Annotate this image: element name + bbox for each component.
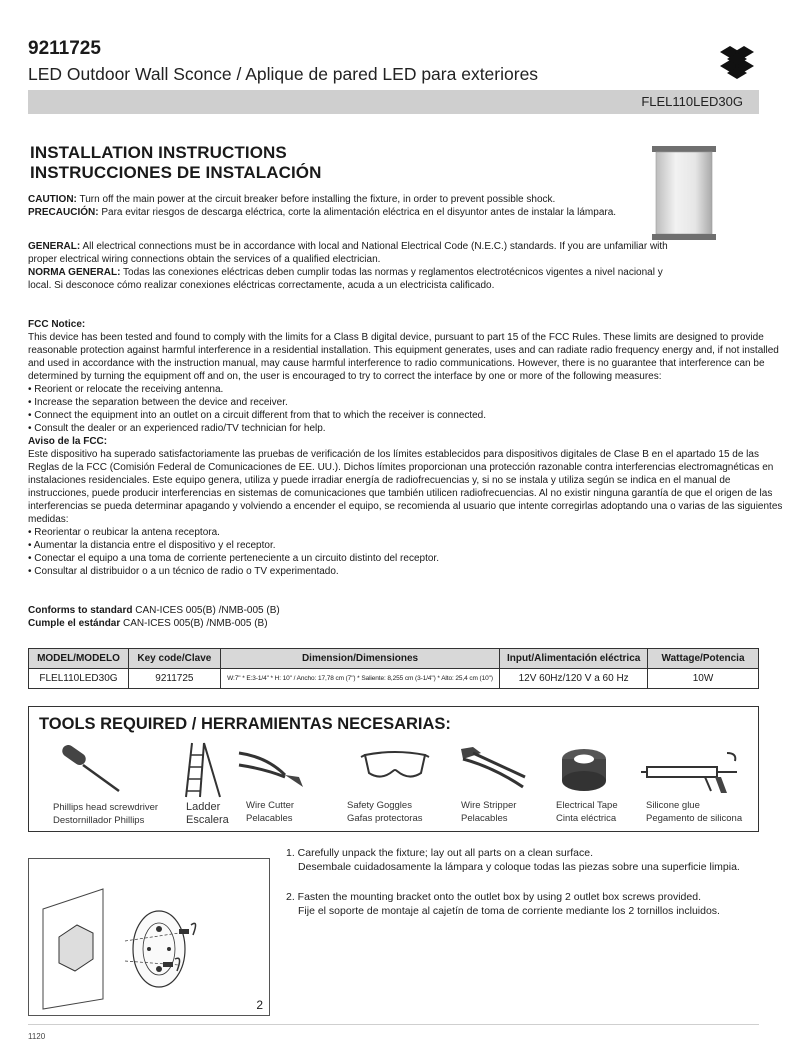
col-model: MODEL/MODELO <box>29 649 129 669</box>
precaucion-label: PRECAUCIÓN: <box>28 207 99 218</box>
wire-stripper-icon <box>457 745 529 793</box>
silicone-glue-icon <box>641 747 741 797</box>
cell-dimension: W:7" * E:3-1/4" * H: 10" / Ancho: 17,78 cm (7") * Saliente: 8,255 cm (3-1/4") * Alto: 25,4 cm (10") <box>220 669 499 689</box>
tool-silicone-glue: Silicone glue Pegamento de silicona <box>646 800 743 824</box>
header-bar <box>28 90 759 114</box>
fcc-notice <box>28 318 784 578</box>
safety-goggles-icon <box>359 747 431 787</box>
tool-screwdriver: Phillips head screwdriver Destornillador Phillips <box>53 802 159 826</box>
tools-box <box>28 706 759 832</box>
fcc-body: This device has been tested and found to comply with the limits for a Class B digital device, pursuant to part 15 of the FCC Rules. These limits are designed to provide reasonable protection against harmful interference in a residential installation. This equipment generates, uses and can radiate radio frequency energy and, if not installed and used in accordance with the instruction manual, may cause harmful interference to radio communications. However, there is no guarantee that interference can be determined by turning the equipment off and on, the user is encouraged to try to correct the interface by one or more of the following measures: <box>28 332 779 382</box>
cell-keycode: 9211725 <box>128 669 220 689</box>
wire-cutter-icon <box>237 747 307 791</box>
list-item: • Increase the separation between the device and receiver. <box>28 397 288 408</box>
norma-text: Todas las conexiones eléctricas deben cumplir todas las normas y reglamentos electrotécnicos vigentes a nivel nacional y local. Si desconoce cómo realizar conexiones eléctricas correctamente, acuda a un electricista calificado. <box>28 267 663 291</box>
list-item: • Reorient or relocate the receiving antenna. <box>28 384 224 395</box>
tool-ladder: Ladder Escalera <box>186 801 229 826</box>
list-item: • Reorientar o reubicar la antena receptora. <box>28 527 220 538</box>
caution-label: CAUTION: <box>28 194 77 205</box>
col-dimension: Dimension/Dimensiones <box>220 649 499 669</box>
tool-wire-cutter: Wire Cutter Pelacables <box>246 800 295 824</box>
product-title: LED Outdoor Wall Sconce / Aplique de pared LED para exteriores <box>28 64 539 84</box>
install-title-es: INSTRUCCIONES DE INSTALACIÓN <box>30 163 322 182</box>
cell-input: 12V 60Hz/120 V a 60 Hz <box>500 669 648 689</box>
spec-table <box>28 648 759 689</box>
wall-sconce-image <box>648 144 720 244</box>
tools-title: TOOLS REQUIRED / HERRAMIENTAS NECESARIAS: <box>39 715 451 733</box>
footer-divider <box>28 1024 759 1025</box>
fcc-body-es: Este dispositivo ha superado satisfactoriamente las pruebas de verificación de los límites establecidos para dispositivos digitales de Clase B en el apartado 15 de las Reglas de la FCC (Comisión Federal de Comunicaciones de EE. UU.). Dichos límites proporcionan una protección razonable contra interferencias electromagnéticas en instalaciones residenciales. Este equipo genera, utiliza y puede irradiar energía de radiofrecuencias y, si no se instala y utiliza según se indica en el manual de instrucciones, puede producir interferencias en sistemas de comunicaciones que también utilicen radiofrecuencias. Al no existir ninguna garantía de que el origen de las interferencias se pueda determinar apagando y volviendo a encender el equipo, se recomienda al usuario que intente corregirlas adoptando una o varias de las siguientes medidas: <box>28 449 783 525</box>
ladder-icon <box>184 741 224 799</box>
conforms-value-es: CAN-ICES 005(B) /NMB-005 (B) <box>120 618 268 629</box>
precaucion-text: Para evitar riesgos de descarga eléctrica, corte la alimentación eléctrica en el disyuntor antes de instalar la lámpara. <box>98 207 617 218</box>
caution-block <box>28 193 628 219</box>
caution-text: Turn off the main power at the circuit breaker before installing the fixture, in order to prevent possible shock. <box>76 194 556 205</box>
install-title-en: INSTALLATION INSTRUCTIONS <box>30 143 287 162</box>
model-number: 9211725 <box>28 38 101 59</box>
table-header-row <box>29 649 759 669</box>
mounting-diagram <box>28 858 270 1016</box>
fcc-measures-es <box>28 526 784 578</box>
general-block <box>28 240 668 292</box>
tool-safety-goggles: Safety Goggles Gafas protectoras <box>347 800 423 824</box>
list-item: • Consultar al distribuidor o a un técnico de radio o TV experimentado. <box>28 566 339 577</box>
cell-model: FLEL110LED30G <box>29 669 129 689</box>
list-item: • Consult the dealer or an experienced radio/TV technician for help. <box>28 423 326 434</box>
screwdriver-icon <box>57 745 127 795</box>
list-item: • Aumentar la distancia entre el dispositivo y el receptor. <box>28 540 276 551</box>
col-wattage: Wattage/Potencia <box>648 649 759 669</box>
electrical-tape-icon <box>559 745 609 793</box>
list-item: • Conectar el equipo a una toma de corriente perteneciente a un circuito distinto del receptor. <box>28 553 439 564</box>
general-text: All electrical connections must be in accordance with local and National Electrical Code (N.E.C.) standards. If you are unfamiliar with proper electrical wiring connections obtain the services of a qualified electrician. <box>28 241 668 265</box>
list-item: • Connect the equipment into an outlet on a circuit different from that to which the receiver is connected. <box>28 410 487 421</box>
diagram-number: 2 <box>256 998 263 1012</box>
conforms-block <box>28 604 528 630</box>
step-1: 1. Carefully unpack the fixture; lay out all parts on a clean surface. Desembale cuidadosamente la lámpara y coloque todas las piezas sobre una superficie limpia. <box>286 847 740 873</box>
footer-code: 1120 <box>28 1032 46 1041</box>
fcc-title-es: Aviso de la FCC: <box>28 436 108 447</box>
table-row <box>29 669 759 689</box>
brand-logo-icon <box>716 44 758 80</box>
conforms-value-en: CAN-ICES 005(B) /NMB-005 (B) <box>132 605 280 616</box>
col-input: Input/Alimentación eléctrica <box>500 649 648 669</box>
conforms-label-en: Conforms to standard <box>28 605 133 616</box>
sku-label: FLEL110LED30G <box>641 94 743 109</box>
cell-wattage: 10W <box>648 669 759 689</box>
tool-wire-stripper: Wire Stripper Pelacables <box>461 800 517 824</box>
conforms-label-es: Cumple el estándar <box>28 618 121 629</box>
fcc-measures <box>28 383 784 435</box>
norma-label: NORMA GENERAL: <box>28 267 121 278</box>
col-keycode: Key code/Clave <box>128 649 220 669</box>
step-2: 2. Fasten the mounting bracket onto the outlet box by using 2 outlet box screws provided. Fije el soporte de montaje al cajetín de toma de corriente mediante los 2 tornillos incluidos. <box>286 891 720 917</box>
fcc-title: FCC Notice: <box>28 319 86 330</box>
general-label: GENERAL: <box>28 241 81 252</box>
tool-electrical-tape: Electrical Tape Cinta eléctrica <box>556 800 618 824</box>
mounting-bracket-illustration <box>29 859 269 1015</box>
